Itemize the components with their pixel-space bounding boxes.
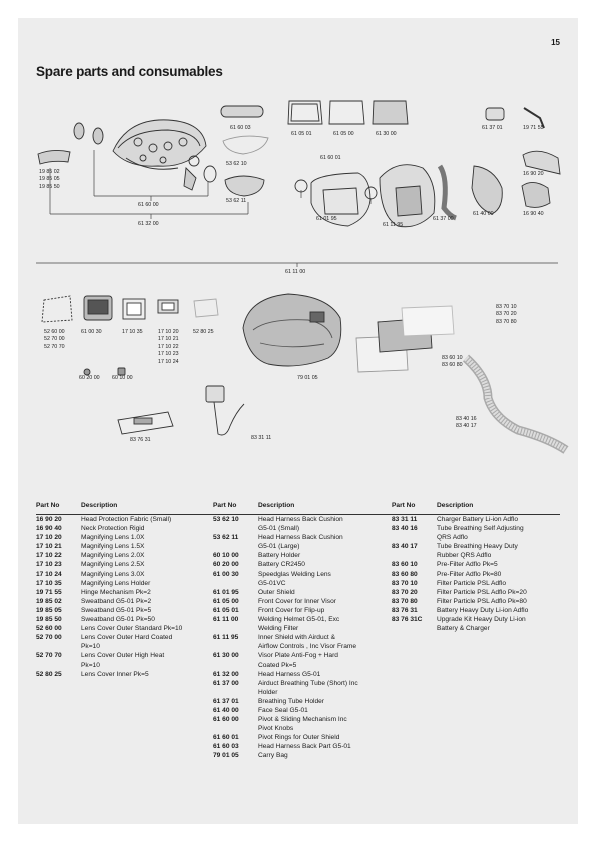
part-description: Magnifying Lens 1.0X [81, 534, 145, 542]
part-description: Airduct Breathing Tube (Short) Inc Holder [258, 679, 358, 696]
part-number: 83 31 11 [392, 516, 418, 523]
part-number: 16 90 40 [36, 525, 62, 533]
part-description: Visor Plate Anti-Fog + Hard Coated Pk=5 [258, 652, 338, 669]
part-description: Sweatband G5-01 Pk=2 [81, 597, 152, 605]
table-row [36, 524, 221, 533]
part-number: 17 10 21 [36, 543, 62, 551]
part-description: Pivot & Sliding Mechanism Inc Pivot Knobs [258, 716, 347, 733]
table-row [392, 579, 567, 588]
table-row [213, 697, 393, 706]
part-number: 19 85 05 [36, 606, 62, 614]
label-53-62-10: 53 62 10 [226, 161, 247, 167]
label-83-76-31: 83 76 31 [130, 437, 151, 443]
part-number: 83 60 80 [392, 570, 418, 578]
label-61-37-00: 61 37 00 [433, 216, 454, 222]
table-row [213, 533, 393, 551]
header-part-no: Part No [36, 502, 60, 509]
label-sweatband: 19 85 02 19 85 05 19 85 50 [39, 169, 60, 190]
label-60-20-00: 60 20 00 [79, 375, 100, 381]
part-description: Hinge Mechanism Pk=2 [81, 588, 151, 596]
table-row [392, 615, 567, 633]
table-row [392, 524, 567, 542]
table-row [36, 606, 221, 615]
part-number: 61 01 95 [213, 588, 239, 596]
table-row [213, 588, 393, 597]
part-description: Head Harness Back Cushion G5-01 (Large) [258, 534, 343, 551]
part-description: Tube Breathing Self Adjusting QRS Adflo [437, 525, 524, 542]
part-description: Head Harness Back Cushion G5-01 (Small) [258, 516, 343, 533]
part-number: 19 71 55 [36, 588, 62, 596]
table-row [213, 633, 393, 651]
part-number: 61 11 95 [213, 634, 239, 642]
part-description: Head Protection Fabric (Small) [81, 516, 172, 523]
table-row [392, 606, 567, 615]
label-61-11-00: 61 11 00 [285, 269, 306, 275]
part-description: Lens Cover Outer Standard Pk=10 [81, 625, 183, 633]
table-row [392, 542, 567, 560]
part-number: 19 85 02 [36, 597, 62, 605]
part-number: 83 40 17 [392, 543, 418, 551]
part-number: 53 62 10 [213, 516, 239, 523]
table-row [36, 542, 221, 551]
table-row [36, 624, 221, 633]
table-row [36, 615, 221, 624]
table-row [213, 742, 393, 751]
table-row [213, 733, 393, 742]
label-pre-filter: 83 60 10 83 60 80 [442, 355, 463, 369]
part-number: 53 62 11 [213, 534, 239, 542]
part-description: Charger Battery Li-ion Adflo [437, 516, 518, 523]
part-description: Pivot Rings for Outer Shield [258, 734, 340, 742]
label-52-80-25: 52 80 25 [193, 329, 214, 335]
part-number: 61 60 03 [213, 743, 239, 751]
label-breathing-tube: 83 40 16 83 40 17 [456, 416, 477, 430]
part-description: Battery CR2450 [258, 561, 305, 569]
label-19-71-55: 19 71 55 [523, 125, 544, 131]
visor-drawings [288, 101, 560, 174]
part-description: Tube Breathing Heavy Duty Rubber QRS Adflo [437, 543, 518, 560]
header-part-no: Part No [392, 502, 416, 509]
table-row [213, 560, 393, 569]
table-column-2 [213, 501, 393, 761]
part-number: 52 70 70 [36, 652, 62, 660]
part-number: 61 11 00 [213, 616, 239, 624]
table-header [36, 501, 221, 511]
part-description: Magnifying Lens Holder [81, 579, 151, 587]
header-part-no: Part No [213, 502, 237, 509]
part-number: 17 10 24 [36, 570, 62, 578]
part-description: Battery Heavy Duty Li-ion Adflo [437, 606, 529, 614]
part-description: Filter Particle PSL Adflo Pk=80 [437, 597, 527, 605]
part-description: Breathing Tube Holder [258, 697, 324, 705]
table-row [36, 533, 221, 542]
part-description: Lens Cover Outer High Heat Pk=10 [81, 652, 165, 669]
table-rows [392, 515, 567, 633]
label-53-62-11: 53 62 11 [226, 198, 247, 204]
table-row [213, 606, 393, 615]
part-number: 19 85 50 [36, 616, 62, 624]
part-number: 83 60 10 [392, 561, 418, 569]
label-61-11-95: 61 11 95 [383, 222, 404, 228]
label-61-60-00: 61 60 00 [138, 202, 159, 208]
part-description: Front Cover for Flip-up [258, 606, 325, 614]
part-description: Neck Protection Rigid [81, 525, 145, 533]
head-harness-drawing [38, 106, 268, 196]
part-number: 79 01 05 [213, 752, 239, 760]
table-row [213, 515, 393, 533]
part-description: Pre-Filter Adflo Pk=80 [437, 570, 502, 578]
label-61-30-00: 61 30 00 [376, 131, 397, 137]
part-number: 83 70 20 [392, 588, 418, 596]
part-description: Head Harness Back Part G5-01 [258, 743, 351, 751]
part-description: Battery Holder [258, 552, 301, 560]
part-description: Magnifying Lens 2.5X [81, 561, 145, 569]
part-description: Pre-Filter Adflo Pk=5 [437, 561, 498, 569]
label-61-05-01: 61 05 01 [291, 131, 312, 137]
table-row [213, 706, 393, 715]
part-description: Outer Shield [258, 588, 295, 596]
table-row [36, 579, 221, 588]
header-description: Description [258, 502, 295, 509]
table-row [392, 570, 567, 579]
part-description: Magnifying Lens 3.0X [81, 570, 145, 578]
table-row [213, 651, 393, 669]
part-description: Upgrade Kit Heavy Duty Li-ion Battery & Charger [437, 616, 526, 633]
part-number: 52 60 00 [36, 625, 62, 633]
table-row [213, 615, 393, 633]
label-60-10-00: 60 10 00 [112, 375, 133, 381]
part-description: Front Cover for Inner Visor [258, 597, 336, 605]
part-number: 60 20 00 [213, 561, 239, 569]
table-row [213, 551, 393, 560]
part-description: Sweatband G5-01 Pk=5 [81, 606, 152, 614]
part-description: Sweatband G5-01 Pk=50 [81, 616, 155, 624]
part-number: 60 10 00 [213, 552, 239, 560]
label-61-60-03: 61 60 03 [230, 125, 251, 131]
part-number: 17 10 20 [36, 534, 62, 542]
part-description: Lens Cover Inner Pk=5 [81, 670, 149, 678]
table-header [392, 501, 567, 511]
table-row [36, 597, 221, 606]
part-description: Filter Particle PSL Adflo Pk=20 [437, 588, 527, 596]
label-61-37-01: 61 37 01 [482, 125, 503, 131]
part-number: 83 76 31 [392, 606, 418, 614]
part-number: 61 60 00 [213, 716, 239, 724]
table-row [392, 597, 567, 606]
part-number: 83 70 10 [392, 579, 418, 587]
part-number: 61 32 00 [213, 670, 239, 678]
page-number: 15 [551, 38, 560, 47]
table-row [213, 679, 393, 697]
part-number: 61 05 00 [213, 597, 239, 605]
part-number: 61 05 01 [213, 606, 239, 614]
header-description: Description [81, 502, 118, 509]
table-row [392, 588, 567, 597]
table-row [213, 597, 393, 606]
part-number: 17 10 22 [36, 552, 62, 560]
table-row [213, 751, 393, 760]
label-61-60-01: 61 60 01 [320, 155, 341, 161]
part-number: 61 00 30 [213, 570, 239, 578]
table-rows [213, 515, 393, 761]
table-row [36, 651, 221, 669]
part-description: Inner Shield with Airduct & Airflow Controls , Inc Visor Frame [258, 634, 357, 651]
label-61-32-00: 61 32 00 [138, 221, 159, 227]
table-row [36, 560, 221, 569]
table-row [36, 551, 221, 560]
welding-helmet-drawing [243, 294, 341, 366]
label-83-31-11: 83 31 11 [251, 435, 272, 441]
catalog-page [18, 18, 578, 824]
part-number: 17 10 23 [36, 561, 62, 569]
part-number: 16 90 20 [36, 516, 62, 523]
part-number: 61 60 01 [213, 734, 239, 742]
part-number: 61 37 01 [213, 697, 239, 705]
table-row [392, 515, 567, 524]
parts-illustration [18, 18, 578, 478]
part-description: Filter Particle PSL Adflo [437, 579, 507, 587]
label-16-90-20: 16 90 20 [523, 171, 544, 177]
part-description: Face Seal G5-01 [258, 706, 308, 714]
part-number: 83 40 16 [392, 525, 418, 533]
label-lens-cover-outer: 52 60 00 52 70 00 52 70 70 [44, 329, 65, 350]
table-row [392, 560, 567, 569]
label-61-00-30: 61 00 30 [81, 329, 102, 335]
part-number: 61 37 00 [213, 679, 239, 687]
table-row [213, 715, 393, 733]
part-description: Carry Bag [258, 752, 288, 760]
part-number: 83 76 31C [392, 616, 423, 624]
table-row [36, 570, 221, 579]
table-rows [36, 515, 221, 679]
part-number: 61 30 00 [213, 652, 239, 660]
part-description: Welding Helmet G5-01, Exc Welding Filter [258, 616, 340, 633]
part-number: 52 80 25 [36, 670, 62, 678]
part-description: Magnifying Lens 1.5X [81, 543, 145, 551]
table-row [36, 588, 221, 597]
header-description: Description [437, 502, 474, 509]
label-61-40-00: 61 40 00 [473, 211, 494, 217]
label-61-05-00: 61 05 00 [333, 131, 354, 137]
label-61-01-95: 61 01 95 [316, 216, 337, 222]
battery-charger-drawings [118, 386, 244, 435]
table-row [36, 515, 221, 524]
part-number: 83 70 80 [392, 597, 418, 605]
label-17-10-35: 17 10 35 [122, 329, 143, 335]
part-number: 61 40 00 [213, 706, 239, 714]
table-column-3 [392, 501, 567, 633]
table-column-1 [36, 501, 221, 679]
label-79-01-05: 79 01 05 [297, 375, 318, 381]
table-row [213, 670, 393, 679]
page-title: Spare parts and consumables [36, 64, 223, 79]
part-number: 17 10 35 [36, 579, 62, 587]
table-row [213, 570, 393, 588]
label-magnifying-lens: 17 10 20 17 10 21 17 10 22 17 10 23 17 10 24 [158, 329, 179, 365]
table-row [36, 633, 221, 651]
part-description: Magnifying Lens 2.0X [81, 552, 145, 560]
table-header [213, 501, 393, 511]
table-row [36, 670, 221, 679]
part-description: Speedglas Welding Lens G5-01VC [258, 570, 331, 587]
label-particle-filter: 83 70 10 83 70 20 83 70 80 [496, 304, 517, 325]
part-description: Head Harness G5-01 [258, 670, 321, 678]
part-description: Lens Cover Outer Hard Coated Pk=10 [81, 634, 173, 651]
label-16-90-40: 16 90 40 [523, 211, 544, 217]
part-number: 52 70 00 [36, 634, 62, 642]
